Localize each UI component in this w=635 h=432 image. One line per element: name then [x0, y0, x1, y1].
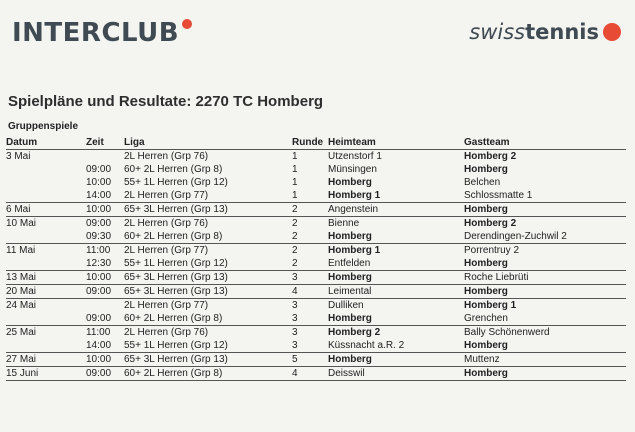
runde-cell: 2	[292, 218, 298, 229]
schedule-table	[6, 135, 626, 381]
zeit-cell: 14:00	[86, 189, 124, 203]
heimteam-cell: Homberg	[328, 230, 464, 244]
liga-cell: 55+ 1L Herren (Grp 12)	[124, 257, 292, 271]
liga-cell: 60+ 2L Herren (Grp 8)	[124, 164, 223, 175]
runde-cell: 2	[292, 203, 328, 217]
liga-cell: 60+ 2L Herren (Grp 8)	[124, 230, 292, 244]
liga-cell: 2L Herren (Grp 76)	[124, 218, 209, 229]
gastteam-cell: Schlossmatte 1	[464, 189, 626, 203]
datum-cell: 11 Mai	[6, 245, 36, 256]
gastteam-cell: Homberg	[464, 164, 508, 175]
table-row	[6, 203, 626, 217]
interclub-logo-text: INTERCLUB	[12, 18, 180, 48]
section-heading: Gruppenspiele	[8, 121, 79, 132]
table-row	[6, 339, 626, 353]
heimteam-cell: Homberg	[328, 177, 372, 188]
runde-cell: 1	[292, 164, 298, 175]
runde-cell: 3	[292, 300, 298, 311]
heimteam-cell: Angenstein	[328, 203, 464, 217]
heimteam-cell: Küssnacht a.R. 2	[328, 339, 464, 353]
table-row	[6, 257, 626, 271]
ball-icon	[182, 19, 192, 29]
heimteam-cell: Bienne	[328, 218, 360, 229]
heimteam-cell: Leimental	[328, 285, 464, 299]
zeit-cell: 14:00	[86, 339, 124, 353]
gastteam-cell: Homberg	[464, 257, 626, 271]
heimteam-cell: Homberg	[328, 271, 464, 285]
liga-cell: 2L Herren (Grp 77)	[124, 189, 292, 203]
zeit-cell	[86, 299, 124, 313]
liga-cell: 65+ 3L Herren (Grp 13)	[124, 285, 292, 299]
datum-cell: 24 Mai	[6, 300, 37, 311]
heimteam-cell: Homberg	[328, 353, 464, 367]
heimteam-cell: Homberg	[328, 312, 464, 326]
heimteam-cell: Homberg 2	[328, 327, 381, 338]
table-row	[6, 244, 626, 258]
zeit-cell: 10:00	[86, 271, 124, 285]
liga-cell: 2L Herren (Grp 77)	[124, 300, 209, 311]
runde-cell: 2	[292, 245, 298, 256]
runde-cell: 4	[292, 285, 328, 299]
column-header-gastteam: Gastteam	[464, 137, 510, 148]
runde-cell: 3	[292, 327, 298, 338]
logo-swiss-text: swiss	[469, 20, 526, 44]
datum-cell: 15 Juni	[6, 367, 86, 381]
liga-cell: 2L Herren (Grp 76)	[124, 327, 209, 338]
gastteam-cell: Homberg	[464, 203, 626, 217]
liga-cell: 60+ 2L Herren (Grp 8)	[124, 312, 292, 326]
heimteam-cell: Entfelden	[328, 257, 464, 271]
datum-cell	[6, 230, 86, 244]
runde-cell: 5	[292, 353, 328, 367]
liga-cell: 65+ 3L Herren (Grp 13)	[124, 271, 292, 285]
zeit-cell: 11:00	[86, 327, 111, 338]
heimteam-cell: Homberg 1	[328, 189, 464, 203]
runde-cell: 3	[292, 271, 328, 285]
liga-cell: 55+ 1L Herren (Grp 12)	[124, 177, 228, 188]
datum-cell	[6, 176, 86, 189]
liga-cell: 2L Herren (Grp 77)	[124, 245, 209, 256]
table-row	[6, 230, 626, 244]
runde-cell: 4	[292, 367, 328, 381]
runde-cell: 1	[292, 151, 298, 162]
gastteam-cell: Roche Liebrüti	[464, 271, 626, 285]
heimteam-cell: Homberg 1	[328, 245, 381, 256]
gastteam-cell: Porrentruy 2	[464, 245, 520, 256]
liga-cell: 2L Herren (Grp 76)	[124, 151, 209, 162]
datum-cell	[6, 312, 86, 326]
table-row	[6, 271, 626, 285]
runde-cell: 3	[292, 339, 328, 353]
table-row	[6, 189, 626, 203]
zeit-cell: 09:00	[86, 218, 112, 229]
heimteam-cell: Dulliken	[328, 300, 364, 311]
zeit-cell: 11:00	[86, 245, 111, 256]
table-row	[6, 163, 626, 176]
table-row	[6, 285, 626, 299]
datum-cell: 6 Mai	[6, 203, 86, 217]
zeit-cell: 09:30	[86, 230, 124, 244]
runde-cell: 2	[292, 257, 328, 271]
gastteam-cell: Homberg 1	[464, 300, 517, 311]
runde-cell: 2	[292, 230, 328, 244]
datum-cell	[6, 163, 86, 176]
column-header-liga: Liga	[124, 137, 145, 148]
zeit-cell: 09:00	[86, 367, 124, 381]
column-header-runde: Runde	[292, 137, 324, 148]
swisstennis-logo	[469, 20, 621, 44]
zeit-cell: 09:00	[86, 285, 124, 299]
zeit-cell: 12:30	[86, 257, 124, 271]
runde-cell: 1	[292, 189, 328, 203]
datum-cell: 3 Mai	[6, 151, 31, 162]
datum-cell	[6, 339, 86, 353]
gastteam-cell: Belchen	[464, 177, 501, 188]
zeit-cell: 09:00	[86, 164, 112, 175]
datum-cell: 13 Mai	[6, 271, 86, 285]
liga-cell: 60+ 2L Herren (Grp 8)	[124, 367, 292, 381]
column-header-heimteam: Heimteam	[328, 137, 376, 148]
gastteam-cell: Bally Schönenwerd	[464, 327, 550, 338]
liga-cell: 55+ 1L Herren (Grp 12)	[124, 339, 292, 353]
table-row	[6, 150, 626, 164]
gastteam-cell: Homberg 2	[464, 218, 517, 229]
gastteam-cell: Grenchen	[464, 312, 626, 326]
gastteam-cell: Derendingen-Zuchwil 2	[464, 230, 626, 244]
page-header	[0, 0, 635, 60]
table-row	[6, 176, 626, 189]
datum-cell	[6, 189, 86, 203]
heimteam-cell: Utzenstorf 1	[328, 151, 382, 162]
column-header-datum: Datum	[6, 137, 38, 148]
datum-cell: 25 Mai	[6, 327, 37, 338]
datum-cell	[6, 257, 86, 271]
zeit-cell: 10:00	[86, 353, 124, 367]
runde-cell: 3	[292, 312, 328, 326]
table-row	[6, 367, 626, 381]
page-title: Spielpläne und Resultate: 2270 TC Homberg	[8, 93, 324, 110]
gastteam-cell: Homberg 2	[464, 151, 517, 162]
table-row	[6, 312, 626, 326]
column-header-zeit: Zeit	[86, 137, 104, 148]
gastteam-cell: Muttenz	[464, 353, 626, 367]
liga-cell: 65+ 3L Herren (Grp 13)	[124, 203, 292, 217]
heimteam-cell: Münsingen	[328, 164, 377, 175]
table-row	[6, 326, 626, 340]
datum-cell: 27 Mai	[6, 353, 86, 367]
tennis-ball-icon	[603, 23, 621, 41]
table-row	[6, 217, 626, 231]
zeit-cell: 10:00	[86, 177, 112, 188]
table-row	[6, 353, 626, 367]
zeit-cell: 10:00	[86, 203, 124, 217]
table-header-row	[6, 135, 626, 150]
table-row	[6, 299, 626, 313]
gastteam-cell: Homberg	[464, 339, 626, 353]
datum-cell: 20 Mai	[6, 285, 86, 299]
zeit-cell	[86, 150, 124, 164]
logo-tennis-text: tennis	[525, 20, 599, 44]
gastteam-cell: Homberg	[464, 367, 626, 381]
heimteam-cell: Deisswil	[328, 367, 464, 381]
zeit-cell: 09:00	[86, 312, 124, 326]
liga-cell: 65+ 3L Herren (Grp 13)	[124, 353, 292, 367]
gastteam-cell: Homberg	[464, 285, 626, 299]
datum-cell: 10 Mai	[6, 218, 37, 229]
runde-cell: 1	[292, 177, 298, 188]
interclub-logo	[12, 18, 192, 48]
